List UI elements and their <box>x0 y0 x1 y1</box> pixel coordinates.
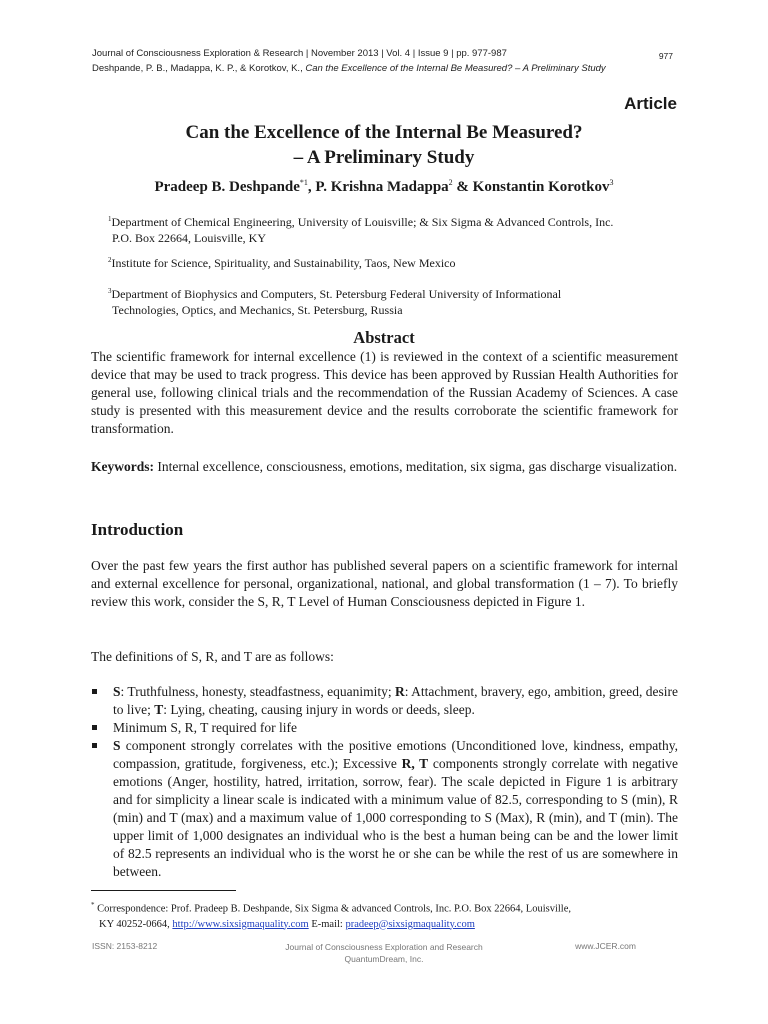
citation-authors: Deshpande, P. B., Madappa, K. P., & Korotkov, K., <box>92 63 306 74</box>
author-separator: , <box>307 179 316 195</box>
email-link[interactable]: pradeep@sixsigmaquality.com <box>345 918 475 930</box>
article-label: Article <box>624 94 677 113</box>
keywords-text: Internal excellence, consciousness, emotions, meditation, six sigma, gas discharge visualization. <box>154 459 678 474</box>
author-3: Konstantin Korotkov <box>472 179 610 195</box>
affiliation-2: $^2$Institute for Science, Spirituality, and Sustainability, Taos, New Mexico <box>108 256 456 270</box>
running-header-journal: Journal of Consciousness Exploration & Research | November 2013 | Vol. 4 | Issue 9 | pp. 977-987 <box>92 48 507 59</box>
footer-website: www.JCER.com <box>575 941 636 951</box>
author-2-affil-mark: 2 <box>448 178 453 187</box>
author-3-affil-mark: 3 <box>609 178 614 187</box>
website-link[interactable]: http://www.sixsigmaquality.com <box>172 918 309 930</box>
affiliation-3: $^3$Department of Biophysics and Computers, St. Petersburg Federal University of Informational Technologies, Optics, and Mechanics, St. Petersburg, Russia <box>108 287 562 317</box>
footnote-mark: * <box>91 901 95 909</box>
footer-journal: Journal of Consciousness Exploration and Research QuantumDream, Inc. <box>285 942 483 964</box>
paper-title <box>0 120 768 170</box>
list-item: S: Truthfulness, honesty, steadfastness, equanimity; R: Attachment, bravery, ego, ambition, greed, desire to live; T: Lying, cheating, causing injury in words or deeds, sleep. <box>113 684 678 717</box>
footnote-correspondence: * Correspondence: Prof. Pradeep B. Deshpande, Six Sigma & advanced Controls, Inc. P.O. Box 22664, Louisville, KY 40252-0664, http://www.sixsigmaquality.com E-mail: pradeep@sixsigmaquality.com <box>91 901 572 930</box>
abstract-text: The scientific framework for internal excellence (1) is reviewed in the context of a scientific measurement device that may be used to track progress. This device has been approved by Russian Health Authorities for general use, following clinical trials and the recommendation of the Russian Academy of Sciences. A case study is presented with this measurement device and the results corroborate the scientific framework for transformation. <box>91 349 678 436</box>
abstract-heading: Abstract <box>353 328 415 347</box>
introduction-paragraph: Over the past few years the first author has published several papers on a scientific framework for internal and external excellence for personal, organizational, national, and global transformation (1 – 7). To briefly review this work, consider the S, R, T Level of Human Consciousness depicted in Figure 1. <box>91 558 678 609</box>
keywords-label: Keywords: <box>91 459 154 474</box>
running-header-citation <box>92 63 606 74</box>
paper-title-line1: Can the Excellence of the Internal Be Measured? <box>185 122 583 143</box>
author-1-affil-mark: *1 <box>299 178 308 187</box>
footer-issn: ISSN: 2153-8212 <box>92 941 158 951</box>
introduction-heading: Introduction <box>91 520 184 539</box>
citation-title: Can the Excellence of the Internal Be Measured? – A Preliminary Study <box>305 63 606 74</box>
definitions-intro: The definitions of S, R, and T are as follows: <box>91 649 334 664</box>
list-item: S component strongly correlates with the positive emotions (Unconditioned love, kindness, empathy, compassion, gratitude, forgiveness, etc.); Excessive R, T components strongly correlate with negative emotions (Anger, hostility, hatred, irritation, sorrow, fear). The scale depicted in Figure 1 is arbitrary and for simplicity a linear scale is indicated with a minimum value of 82.5, corresponding to S (min), R (min) and T (max) and a maximum value of 1,000 corresponding to S (Max), R (min), and T (min). The upper limit of 1,000 designates an individual who is the best a human being can be and the lower limit of 82.5 represents an individual who is the worst he or she can be while the rest of us are somewhere in between. <box>113 738 678 879</box>
author-1: Pradeep B. Deshpande <box>154 179 300 195</box>
author-list <box>0 178 768 196</box>
list-item: Minimum S, R, T required for life <box>113 720 297 735</box>
paper-title-line2: – A Preliminary Study <box>293 147 475 168</box>
definitions-list <box>91 683 678 881</box>
keywords <box>91 458 678 476</box>
affiliation-1: $^1$Department of Chemical Engineering, University of Louisville; & Six Sigma & Advanced Controls, Inc. P.O. Box 22664, Louisville, KY <box>108 215 614 245</box>
author-separator: & <box>452 179 473 195</box>
page-number: 977 <box>658 51 673 61</box>
footnote-divider <box>91 890 236 891</box>
author-2: P. Krishna Madappa <box>315 179 449 195</box>
